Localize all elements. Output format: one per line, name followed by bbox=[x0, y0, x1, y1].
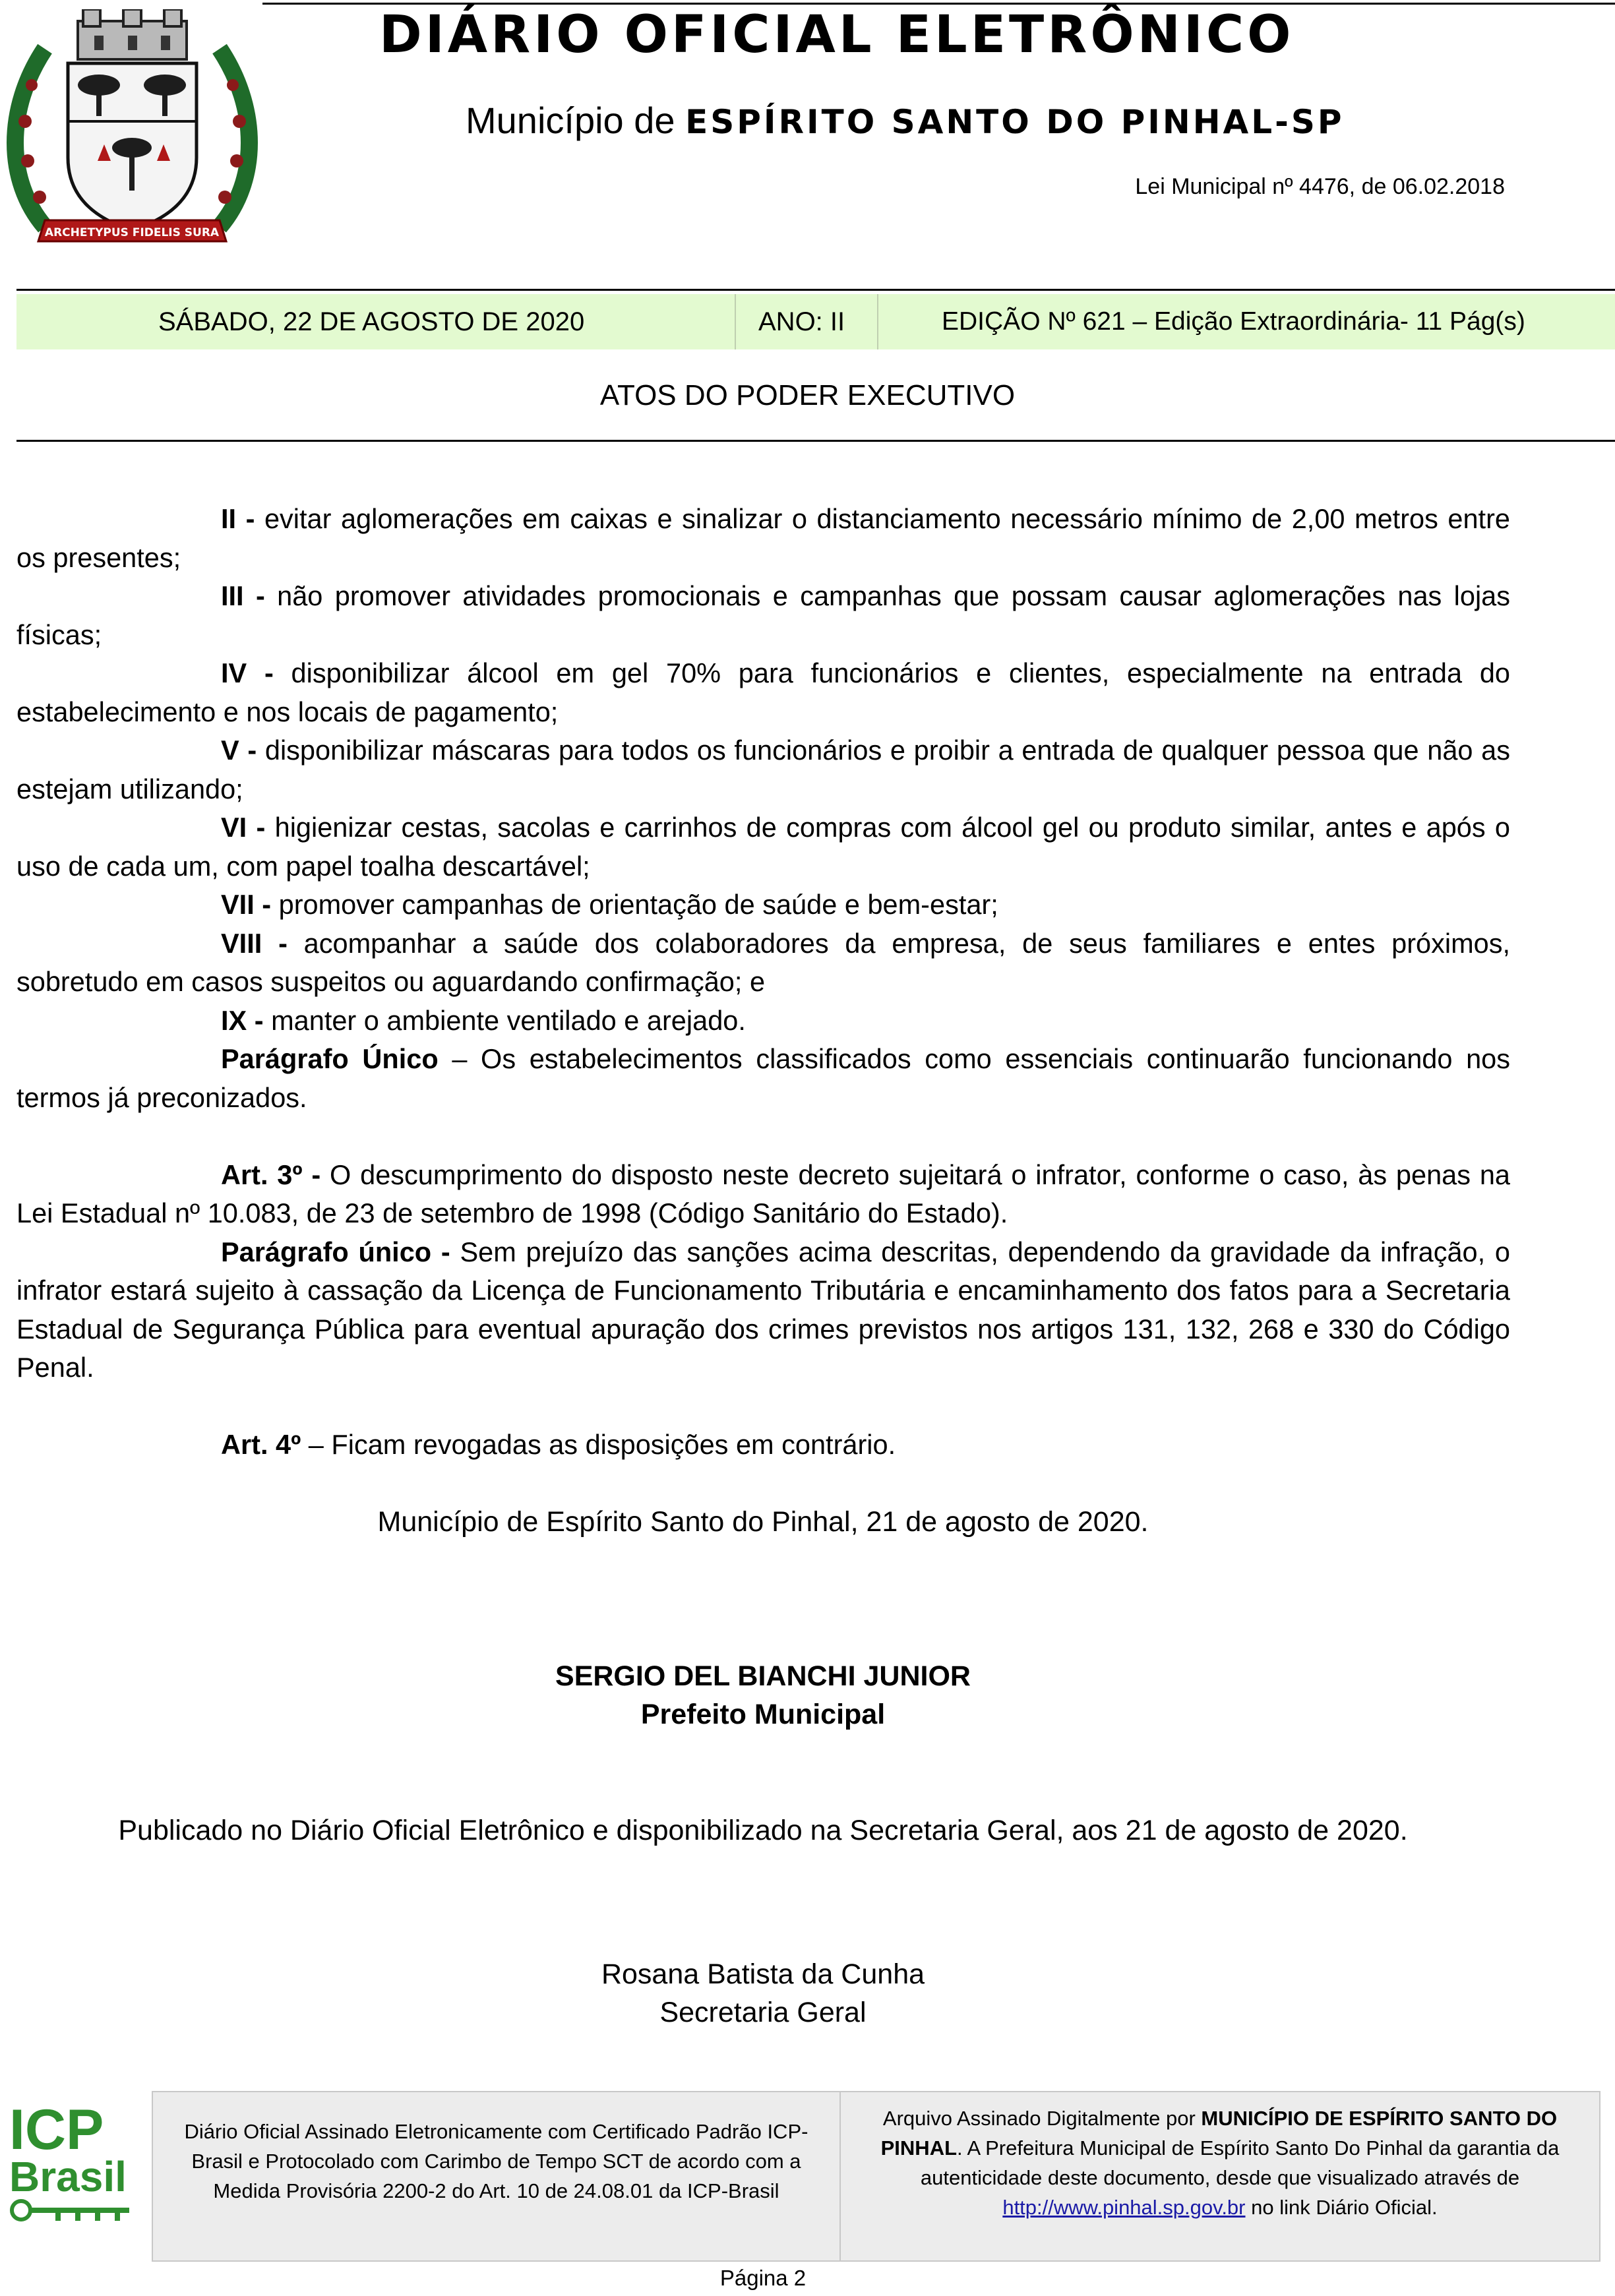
section-rule bbox=[16, 440, 1615, 442]
item-text: evitar aglomerações em caixas e sinalizar o distanciamento necessário mínimo de 2,00 metros entre os presentes; bbox=[16, 503, 1510, 573]
article-text: O descumprimento do disposto neste decreto sujeitará o infrator, conforme o caso, às penas na Lei Estadual nº 10.083, de 23 de setembro de 1998 (Código Sanitário do Estado). bbox=[16, 1159, 1510, 1228]
signer-role: Prefeito Municipal bbox=[640, 1699, 886, 1730]
article-item bbox=[16, 731, 1510, 808]
municipality-name: ESPÍRITO SANTO DO PINHAL-SP bbox=[685, 103, 1345, 141]
publication-note: Publicado no Diário Oficial Eletrônico e disponibilizado na Secretaria Geral, aos 21 de agosto de 2020. bbox=[118, 1815, 1408, 1846]
paragraph-text: Sem prejuízo das sanções acima descritas, dependendo da gravidade da infração, o infrator estará sujeito à cassação da Licença de Funcionamento Tributária e encaminhamento dos fatos para a Secretaria Estadual de Segurança Pública para eventual apuração dos crimes previstos nos artigos 131, 132, 268 e 330 do Código Penal. bbox=[16, 1236, 1510, 1383]
signed-entity: MUNICÍPIO DE ESPÍRITO SANTO DO PINHAL bbox=[880, 2107, 1558, 2160]
certification-text: Diário Oficial Assinado Eletronicamente com Certificado Padrão ICP-Brasil e Protocolado com Carimbo de Tempo SCT de acordo com a Medida Provisória 2200-2 do Art. 10 de 24.08.01 da ICP-Brasil bbox=[184, 2120, 808, 2202]
icp-brasil-logo bbox=[9, 2098, 141, 2229]
paragraph-label: Parágrafo Único bbox=[221, 1043, 439, 1074]
emblem-motto: ARCHETYPUS FIDELIS SURA bbox=[44, 226, 220, 239]
article-label: Art. 4º bbox=[221, 1429, 301, 1460]
page-number: Página 2 bbox=[719, 2266, 807, 2290]
pinhal-website-link[interactable]: http://www.pinhal.sp.gov.br bbox=[1002, 2196, 1246, 2219]
place-and-date: Município de Espírito Santo do Pinhal, 21 de agosto de 2020. bbox=[377, 1506, 1149, 1538]
article-label: Art. 3º - bbox=[221, 1159, 321, 1190]
municipal-coat-of-arms bbox=[5, 9, 259, 253]
item-number: IV - bbox=[221, 657, 274, 688]
header-rule bbox=[16, 289, 1615, 291]
item-number: V - bbox=[221, 735, 257, 766]
item-text: acompanhar a saúde dos colaboradores da empresa, de seus familiares e entes próximos, sobretudo em casos suspeitos ou aguardando confirmação; e bbox=[16, 927, 1510, 997]
article-3 bbox=[16, 1156, 1510, 1233]
link-suffix: no link Diário Oficial. bbox=[1245, 2196, 1438, 2219]
item-number: VIII - bbox=[221, 927, 288, 959]
item-number: IX - bbox=[221, 1004, 264, 1036]
band-divider bbox=[735, 294, 736, 349]
article-item bbox=[16, 577, 1510, 654]
article-item bbox=[16, 808, 1510, 886]
item-number: II - bbox=[221, 503, 255, 534]
section-title: ATOS DO PODER EXECUTIVO bbox=[599, 379, 1016, 411]
edition-year: ANO: II bbox=[758, 307, 845, 336]
spacer bbox=[16, 1117, 1510, 1156]
article-item bbox=[16, 1002, 1510, 1041]
spacer bbox=[16, 1387, 1510, 1426]
article-item bbox=[16, 886, 1510, 924]
article-4 bbox=[16, 1426, 1510, 1465]
paragraph-label: Parágrafo único - bbox=[221, 1236, 450, 1267]
secretary-role: Secretaria Geral bbox=[659, 1997, 867, 2028]
edition-date: SÁBADO, 22 DE AGOSTO DE 2020 bbox=[158, 307, 585, 336]
decree-body bbox=[16, 500, 1510, 1465]
item-text: disponibilizar máscaras para todos os funcionários e proibir a entrada de qualquer pessoa que não as estejam utilizando; bbox=[16, 735, 1511, 804]
article-item bbox=[16, 924, 1510, 1002]
signer-name: SERGIO DEL BIANCHI JUNIOR bbox=[555, 1660, 971, 1692]
paragraph-unique bbox=[16, 1040, 1510, 1117]
article-item bbox=[16, 500, 1510, 577]
secretary-name: Rosana Batista da Cunha bbox=[601, 1958, 925, 1990]
paragraph-unique bbox=[16, 1233, 1510, 1387]
article-item bbox=[16, 654, 1510, 731]
key-icon bbox=[9, 2197, 135, 2223]
signed-prefix: Arquivo Assinado Digitalmente por bbox=[882, 2107, 1202, 2130]
municipal-law-reference: Lei Municipal nº 4476, de 06.02.2018 bbox=[1135, 174, 1505, 199]
item-text: higienizar cestas, sacolas e carrinhos de compras com álcool gel ou produto similar, antes e após o uso de cada um, com papel toalha descartável; bbox=[16, 812, 1511, 882]
item-text: disponibilizar álcool em gel 70% para funcionários e clientes, especialmente na entrada do estabelecimento e nos locais de pagamento; bbox=[16, 657, 1510, 727]
item-text: manter o ambiente ventilado e arejado. bbox=[263, 1004, 746, 1036]
band-divider bbox=[877, 294, 878, 349]
municipality-prefix: Município de bbox=[466, 100, 675, 141]
article-text: – Ficam revogadas as disposições em contrário. bbox=[301, 1429, 896, 1460]
item-text: promover campanhas de orientação de saúde e bem-estar; bbox=[271, 889, 998, 920]
signed-text: . A Prefeitura Municipal de Espírito Santo Do Pinhal da garantia da autenticidade deste documento, desde que visualizado através de bbox=[920, 2136, 1560, 2189]
top-rule bbox=[262, 3, 1615, 5]
paragraph-text: – Os estabelecimentos classificados como essenciais continuarão funcionando nos termos já preconizados. bbox=[16, 1043, 1510, 1113]
gazette-title: DIÁRIO OFICIAL ELETRÔNICO bbox=[379, 5, 1295, 65]
municipality-line bbox=[466, 99, 1345, 142]
digital-signature-text bbox=[857, 2103, 1583, 2222]
icp-logo-line1: ICP bbox=[9, 2098, 104, 2161]
edition-number: EDIÇÃO Nº 621 – Edição Extraordinária- 11 Pág(s) bbox=[942, 307, 1525, 336]
icp-logo-line2: Brasil bbox=[9, 2153, 127, 2200]
item-number: VII - bbox=[221, 889, 272, 920]
item-number: III - bbox=[221, 580, 265, 611]
item-text: não promover atividades promocionais e campanhas que possam causar aglomerações nas lojas físicas; bbox=[16, 580, 1510, 650]
item-number: VI - bbox=[221, 812, 266, 843]
